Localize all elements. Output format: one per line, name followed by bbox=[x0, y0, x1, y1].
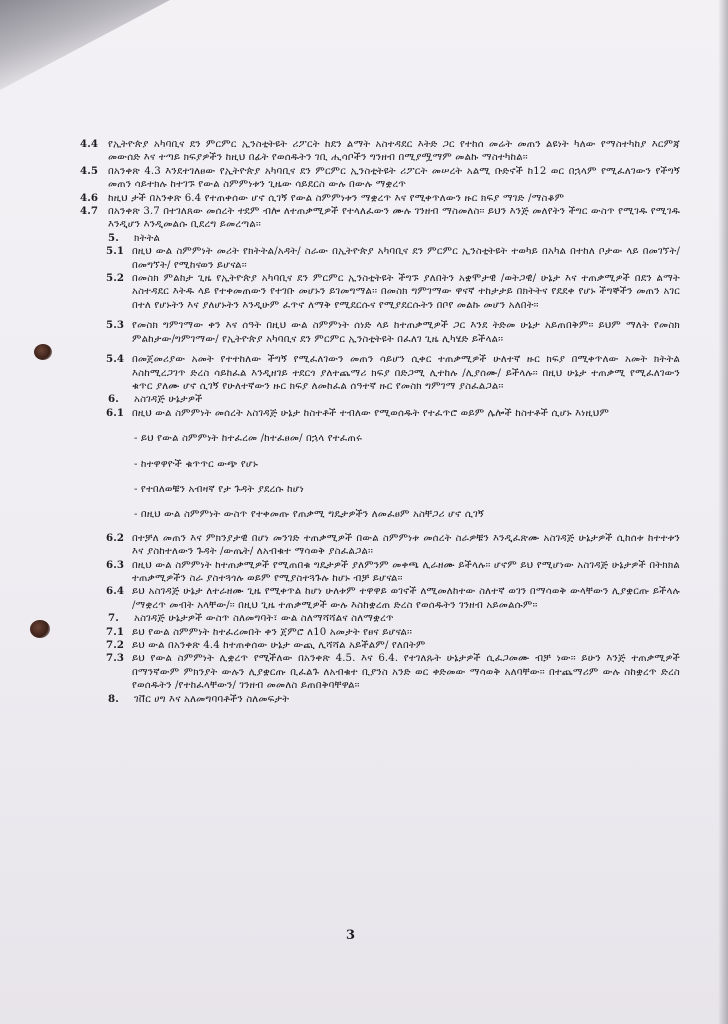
clause-number: 7.1 bbox=[106, 625, 125, 638]
clause-text: ይህ አስገዳጅ ሁኔታ ለተራዘሙ ጊዜ የሚቀጥል ከሆነ ሁለቱም ተዋዋይ ወገኖች ለሚመለከተው ስለተኛ ወገን በማሳወቅ ውላቸውን ሊያቋርጡ ይችላሉ /ማቋረጥ መብት አላቸው/፡፡ በዚህ ጊዜ ተጠቃሚዎች ውሉ እስከቋረጠ ድረስ የወሰዱትን ገንዘብ አይመልሱም፡፡ bbox=[132, 586, 680, 611]
condition-bullet: - ይህ የውል ስምምነት ከተፈረመ /ከተፈፀመ/ በኋላ የተፈጠሩ bbox=[134, 433, 362, 445]
clause-number: 4.4 bbox=[80, 138, 99, 150]
clause-number: 5.1 bbox=[106, 245, 125, 258]
clause-number: 7.3 bbox=[106, 652, 125, 665]
clause-number: 5.4 bbox=[106, 353, 125, 366]
condition-bullet: - ከተዋዋዮች ቁጥጥር ውጭ የሆኑ bbox=[134, 458, 258, 470]
clause-text: በዚህ ውል ስምምነት መሰረት አስገዳጅ ሁኔታ ከስተቶች ተብለው የሚወሰዱት የተፈጥሮ ወይም ሌሎች ከስተቶች ሲሆኑ እነዚህም bbox=[132, 407, 610, 419]
clause-7-3 bbox=[106, 652, 680, 692]
condition-bullet: - በዚህ ውል ስምምነት ውስጥ የተቀመጡ የጠቃሚ ግዴታዎችን ለመፈፀም አስቸጋሪ ሆኖ ሲገኝ bbox=[134, 509, 485, 521]
section-6-heading bbox=[108, 393, 680, 406]
clause-number: 5.2 bbox=[106, 272, 125, 285]
document-body bbox=[80, 138, 680, 706]
clause-5-4 bbox=[106, 353, 680, 393]
clause-6-4 bbox=[106, 585, 680, 612]
clause-text: የመስክ ግምገማው ቀን እና ሰዓት በዚህ ውል ስምምነት ሰነድ ላይ ከተጠቃሚዎች ጋር እንደ ትድመ ሁኔታ አይጠበቅም፡፡ ይህም ማለት የመስክ ምልከታው/ግምገማው/ የኢትዮጵያ አካባቢና ደን ምርምር ኢንስቲትዩት በፈለገ ጊዜ ሊካሄድ ይችላል፡፡ bbox=[132, 320, 680, 345]
clause-text: በአንቀጽ 3.7 በተገለጸው መሰረት ተደም ብሎ ለተጠቃሚዎች የተላለፈውን ሙሉ ገንዘብ ማስመለስ፡፡ ይህን እንጅ መለየትን ችግር ውስጥ የሚገዱ የሚገዱ እንዲሆን እንዲመልሱ ቢደረግ ይመረጣል፡፡ bbox=[108, 206, 680, 231]
clause-5-2 bbox=[106, 272, 680, 312]
clause-number: 6.2 bbox=[106, 531, 125, 544]
clause-text: በመጀመሪያው አመት የተተከለው ችግኝ የሚፈለገውን መጠን ሳይሆን ሲቀር ተጠቃሚዎች ሁለተኛ ዙር ክፍያ በሚቀጥለው አመት ክትትል እስከሚረጋገጥ ድረስ ሳይከፈል እንዲዘገይ ተደርጎ ያለተጨማሪ ክፍያ በድጋሚ ሊተከሉ /ሊያሰሙ/ ይችላሉ፡፡ በዚህ ሁኔታ ተጠቃሚ የሚፈለገውን ቁጥር ያለሙ ሆኖ ሲገኝ የሁለተኛውን ዙር ክፍያ ለመከፈል ሰዓተኛ ዙር የመስክ ግምገማ ያስፈልጋል፡፡ bbox=[132, 354, 680, 392]
page-edge-shadow bbox=[718, 0, 728, 1024]
clause-4-4 bbox=[80, 138, 680, 165]
clause-text: በአንቀጽ 4.3 እንደተገለፀው የኢትዮጵያ አካባቢና ደን ምርምር ኢንስቲትዩት ሪፖርት መሠረት አልሚ ቡድኖች ከ12 ወር በኋላም የሚፈለገውን የችግኝ መጠን ሳይተክሉ ከተገኙ የውል ስምምነቱን ጊዜው ሳይደርስ ውሉ በውሉ ማቋረጥ bbox=[108, 165, 680, 191]
clause-number: 4.5 bbox=[80, 164, 99, 177]
section-8-heading bbox=[108, 693, 680, 706]
condition-bullet: - የተበለወቹን አብዛኛ የታ ጉዳት ያደረሱ ከሆነ bbox=[134, 483, 304, 495]
clause-5-3 bbox=[106, 319, 680, 346]
clause-4-7 bbox=[80, 205, 680, 232]
clause-6-1 bbox=[106, 407, 680, 420]
section-number: 7. bbox=[108, 612, 119, 625]
clause-number: 4.6 bbox=[80, 191, 99, 204]
clause-text: ይህ የውል ስምምነት ሊቋረጥ የሚችለው በአንቀጽ 4.5. እና 6.4. የተገለጹት ሁኔታዎች ሲፈጋመሙ ብቻ ነው፡፡ ይሁን እንጅ ተጠቃሚዎች በማንኛውም ምክንያት ውሉን ሊያቋርጡ ቢፈልጉ ለአብቁተ ቢያንስ አንድ ወር ቀድመው ማሳወቅ አለባቸው፡፡ በተጨማሪም ውሉ ስከቋረጥ ድረስ የወሰዱትን /የተከፈላቸውን/ ገንዘብ መመለስ ይጠበቅባቸዋል፡፡ bbox=[132, 653, 680, 692]
clause-text: በተቻለ መጠን እና ምክንያታዊ በሆነ መንገድ ተጠቃሚዎች በውል ስምምነቱ መሰረት ስራዎቹን እንዲፈጽሙ አስገዳጅ ሁኔታዎች ሲከሰቱ ከተተቱን እና ያስከተለውን ጉዳት /ውጤት/ ለአብቁተ ማሳወቅ ያስፈልጋል፡፡ bbox=[132, 532, 680, 558]
clause-4-5 bbox=[80, 165, 680, 192]
clause-number: 7.2 bbox=[106, 639, 125, 651]
clause-number: 6.4 bbox=[106, 585, 125, 598]
clause-6-2 bbox=[106, 532, 680, 559]
punch-hole-mark bbox=[34, 344, 52, 360]
clause-text: የኢትዮጵያ አካባቢና ደን ምርምር ኢንስቲትዩት ሪፖርት ከደን ልማት አስተዳደር እትድ ጋር የተከሰ መሬት መጠን ልዩነት ካለው የማስተካከያ እርምጃ መውሰድ እና ተጣይ ክፍያዎችን ከዚህ በፊት የወሰዱትን ገቢ ሒሳቦችን ግንዘብ በሚያሟማም መልኩ ማስተካከል፡፡ bbox=[108, 139, 680, 164]
clause-text: በመስክ ምልከታ ጊዜ የኢትዮጵያ አካባቢና ደን ምርምር ኢንስቲትዩት ችግኙ ያለበትን አቋሞታዊ /ወትጋዊ/ ሁኔታ እና ተጠቃሚዎች በደን ልማት አስተዳደር እትዱ ላይ የተቀመጠውን የተገቡ መሆኑን ይገመግማል፡፡ በመስክ ግምገማው ዋናኛ ተከታታይ በክትትና የደደቀ የሆኑ ችግኞችን መጠን አገር በተለ የሆኑትን እና ያለሆኑትን እንዲሁም ፈጥኖ ለማቅ የሚደርሱና የሚያደርሱትን በቦየ መልኩ መሆን አለበት፡፡ bbox=[132, 273, 680, 311]
clause-7-2 bbox=[106, 639, 680, 652]
clause-6-3 bbox=[106, 559, 680, 586]
page-number: 3 bbox=[346, 928, 356, 943]
section-7-heading bbox=[108, 612, 680, 625]
clause-5-1 bbox=[106, 245, 680, 272]
section-title: ክትትል bbox=[134, 232, 161, 244]
section-title: ገቨር ሀግ እና አለመግባባቶችን ስለመፍታት bbox=[134, 693, 290, 705]
section-number: 5. bbox=[108, 231, 119, 244]
clause-number: 5.3 bbox=[106, 319, 125, 332]
clause-text: በዚህ ውል ስምምነት ከተጠቃሚዎች የሚጠበቁ ግዴታዎች ያለምንም መቀጫ ሊራዘሙ ይችላሉ፡፡ ሆኖም ይህ የሚሆነው አስገዳጅ ሁኔታዎች በትክክል ተጠቃሚዎችን ስራ ያስተጓጎሉ ወይም የሚያስተጓጉሉ ከሆኑ ብቻ ይሆናል፡፡ bbox=[132, 559, 680, 584]
clause-4-6 bbox=[80, 192, 680, 205]
clause-number: 6.3 bbox=[106, 558, 125, 571]
clause-text: ይህ ውል በአንቀጽ 4.4 ከተጠቀሰው ሁኔታ ውጪ ሊሻሻል አይችልም/ የለበትም bbox=[132, 640, 426, 651]
clause-7-1 bbox=[106, 626, 680, 639]
section-title: አስገዳጅ ሁኔታዎች bbox=[134, 394, 203, 406]
section-number: 8. bbox=[108, 692, 119, 705]
clause-text: በዚህ ውል ስምምነት መሪት የክትትል/አዳት/ ስራው በኢትዮጵያ አካባቢና ደን ምርምር ኢንስቲትዩት ተወካይ በአካል በተከለ ቦታው ላይ በመገኘት/በመግኘት/ የሚከናወን ይሆናል፡፡ bbox=[132, 246, 680, 271]
clause-number: 4.7 bbox=[80, 205, 99, 218]
clause-text: ከዚህ ታች በአንቀጽ 6.4 የተጠቀሰው ሆኖ ሲገኝ የውል ስምምነቱን ማቋረጥ እና የሚቀጥለውን ዙር ክፍያ ማገድ /ማስቆም bbox=[108, 192, 565, 204]
section-title: አስገዳጅ ሁኔታዎች ውስጥ ስለመግባት፣ ውል ስለማሻሻልና ስለማቋረጥ bbox=[134, 613, 394, 625]
section-number: 6. bbox=[108, 393, 119, 406]
section-5-heading bbox=[108, 232, 680, 245]
punch-hole-mark bbox=[30, 620, 50, 638]
clause-number: 6.1 bbox=[106, 406, 125, 419]
page-corner-shadow bbox=[0, 0, 170, 90]
clause-text: ይህ የውል ስምምነት ከተፈረመበት ቀን ጀምሮ ለ10 አመታት የፀና ይሆናል፡፡ bbox=[132, 626, 413, 638]
